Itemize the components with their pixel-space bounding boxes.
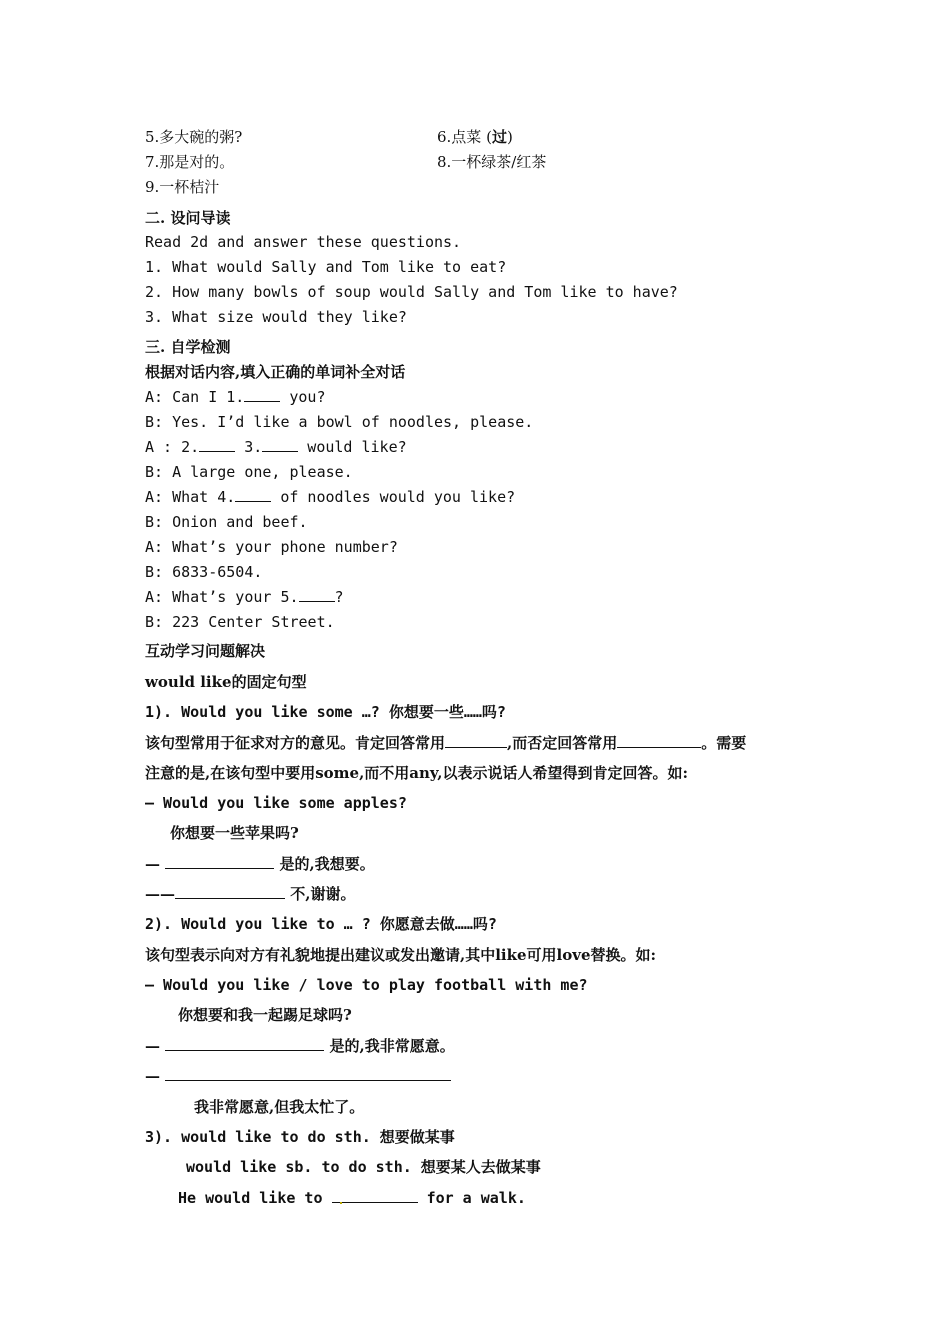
pattern-1-desc-2: 注意的是,在该句型中要用some,而不用any,以表示说话人希望得到肯定回答。如:	[145, 764, 688, 782]
vocab-item-8: 8.一杯绿茶/红茶	[437, 153, 547, 171]
pattern-2-answer-no	[145, 1066, 451, 1086]
pattern-1-answer-yes	[145, 854, 375, 874]
section2-heading: 二. 设问导读	[145, 209, 231, 227]
vocab-item-6-close: )	[506, 128, 513, 146]
vocab-item-7: 7.那是对的。	[145, 153, 235, 171]
pattern-1-answer-no-cn: 不,谢谢。	[290, 885, 356, 903]
section2-question-3: 3. What size would they like?	[145, 308, 407, 326]
dialogue-line-3-b: 3.	[235, 438, 263, 456]
interactive-subheading: would like的固定句型	[145, 673, 307, 691]
pattern-3-title: 3). would like to do sth. 想要做某事	[145, 1128, 455, 1146]
pattern-1-blank-yes[interactable]	[445, 733, 507, 748]
vocab-item-5: 5.多大碗的粥?	[145, 128, 243, 146]
pattern-2-answer-yes-blank[interactable]	[165, 1036, 324, 1051]
pattern-2-answer-yes-cn: 是的,我非常愿意。	[329, 1037, 455, 1055]
pattern-2-yes-dash: —	[145, 1037, 160, 1055]
section2-intro: Read 2d and answer these questions.	[145, 233, 462, 251]
pattern-3-blank[interactable]	[332, 1188, 418, 1203]
pattern-1-answer-yes-blank[interactable]	[165, 854, 274, 869]
pattern-1-desc-1-a: 该句型常用于征求对方的意见。肯定回答常用	[145, 734, 446, 752]
dialogue-line-3-a: A : 2.	[145, 438, 200, 456]
pattern-3-example-b: for a walk.	[426, 1189, 526, 1207]
dialogue-line-1-a: A: Can I 1.	[145, 388, 245, 406]
pattern-2-title: 2). Would you like to … ? 你愿意去做……吗?	[145, 915, 497, 933]
vocab-item-9: 9.一杯桔汁	[145, 178, 220, 196]
pattern-2-example: — Would you like / love to play football with me?	[145, 976, 588, 994]
dialogue-line-4: B: A large one, please.	[145, 463, 353, 481]
pattern-2-no-dash: —	[145, 1067, 160, 1085]
interactive-heading: 互动学习问题解决	[145, 642, 266, 660]
dialogue-line-3-c: would like?	[298, 438, 407, 456]
dialogue-line-8: B: 6833-6504.	[145, 563, 263, 581]
pattern-1-example-cn: 你想要一些苹果吗?	[170, 824, 299, 842]
pattern-2-answer-no-blank[interactable]	[165, 1066, 451, 1081]
pattern-3-example-a: He would like to	[178, 1189, 323, 1207]
pattern-2-answer-yes	[145, 1036, 455, 1056]
pattern-2-example-cn: 你想要和我一起踢足球吗?	[178, 1006, 352, 1024]
dialogue-line-9-b: ?	[334, 588, 344, 606]
pattern-1-desc-1	[145, 733, 746, 753]
pattern-1-answer-no-blank[interactable]	[175, 884, 285, 899]
vocab-item-6	[437, 127, 513, 147]
blank-2[interactable]	[199, 437, 235, 452]
dialogue-line-5-a: A: What 4.	[145, 488, 236, 506]
pattern-1-answer-no	[145, 884, 355, 904]
pattern-1-no-dash: ——	[145, 885, 175, 903]
blank-5[interactable]	[299, 587, 335, 602]
dialogue-line-10: B: 223 Center Street.	[145, 613, 335, 631]
pattern-1-desc-1-b: ,而否定回答常用	[507, 734, 618, 752]
pattern-3-line-2: would like sb. to do sth. 想要某人去做某事	[186, 1158, 541, 1176]
blank-1[interactable]	[244, 387, 280, 402]
pattern-1-example: — Would you like some apples?	[145, 794, 407, 812]
dialogue-line-5	[145, 487, 515, 507]
vocab-item-6-text: 6.点菜 (	[437, 128, 492, 146]
section3-heading: 三. 自学检测	[145, 338, 231, 356]
section2-question-2: 2. How many bowls of soup would Sally and Tom like to have?	[145, 283, 678, 301]
dialogue-line-7: A: What’s your phone number?	[145, 538, 398, 556]
pattern-1-title: 1). Would you like some …? 你想要一些……吗?	[145, 703, 506, 721]
section3-instruction: 根据对话内容,填入正确的单词补全对话	[145, 363, 406, 381]
dialogue-line-9	[145, 587, 344, 607]
pattern-2-desc: 该句型表示向对方有礼貌地提出建议或发出邀请,其中like可用love替换。如:	[145, 946, 657, 964]
blank-3[interactable]	[262, 437, 298, 452]
vocab-item-6-bold: 过	[491, 128, 507, 146]
dialogue-line-1	[145, 387, 326, 407]
pattern-3-example	[178, 1188, 526, 1208]
pattern-1-yes-dash: —	[145, 855, 160, 873]
dialogue-line-6: B: Onion and beef.	[145, 513, 308, 531]
dialogue-line-2: B: Yes. I’d like a bowl of noodles, please.	[145, 413, 534, 431]
pattern-1-desc-1-c: 。需要	[701, 734, 747, 752]
pattern-2-answer-no-cn: 我非常愿意,但我太忙了。	[194, 1098, 365, 1116]
pattern-1-blank-no[interactable]	[617, 733, 701, 748]
dialogue-line-1-b: you?	[280, 388, 326, 406]
dialogue-line-5-b: of noodles would you like?	[271, 488, 516, 506]
pattern-1-answer-yes-cn: 是的,我想要。	[279, 855, 375, 873]
section2-question-1: 1. What would Sally and Tom like to eat?	[145, 258, 507, 276]
blank-4[interactable]	[235, 487, 271, 502]
dialogue-line-3	[145, 437, 407, 457]
dialogue-line-9-a: A: What’s your 5.	[145, 588, 299, 606]
